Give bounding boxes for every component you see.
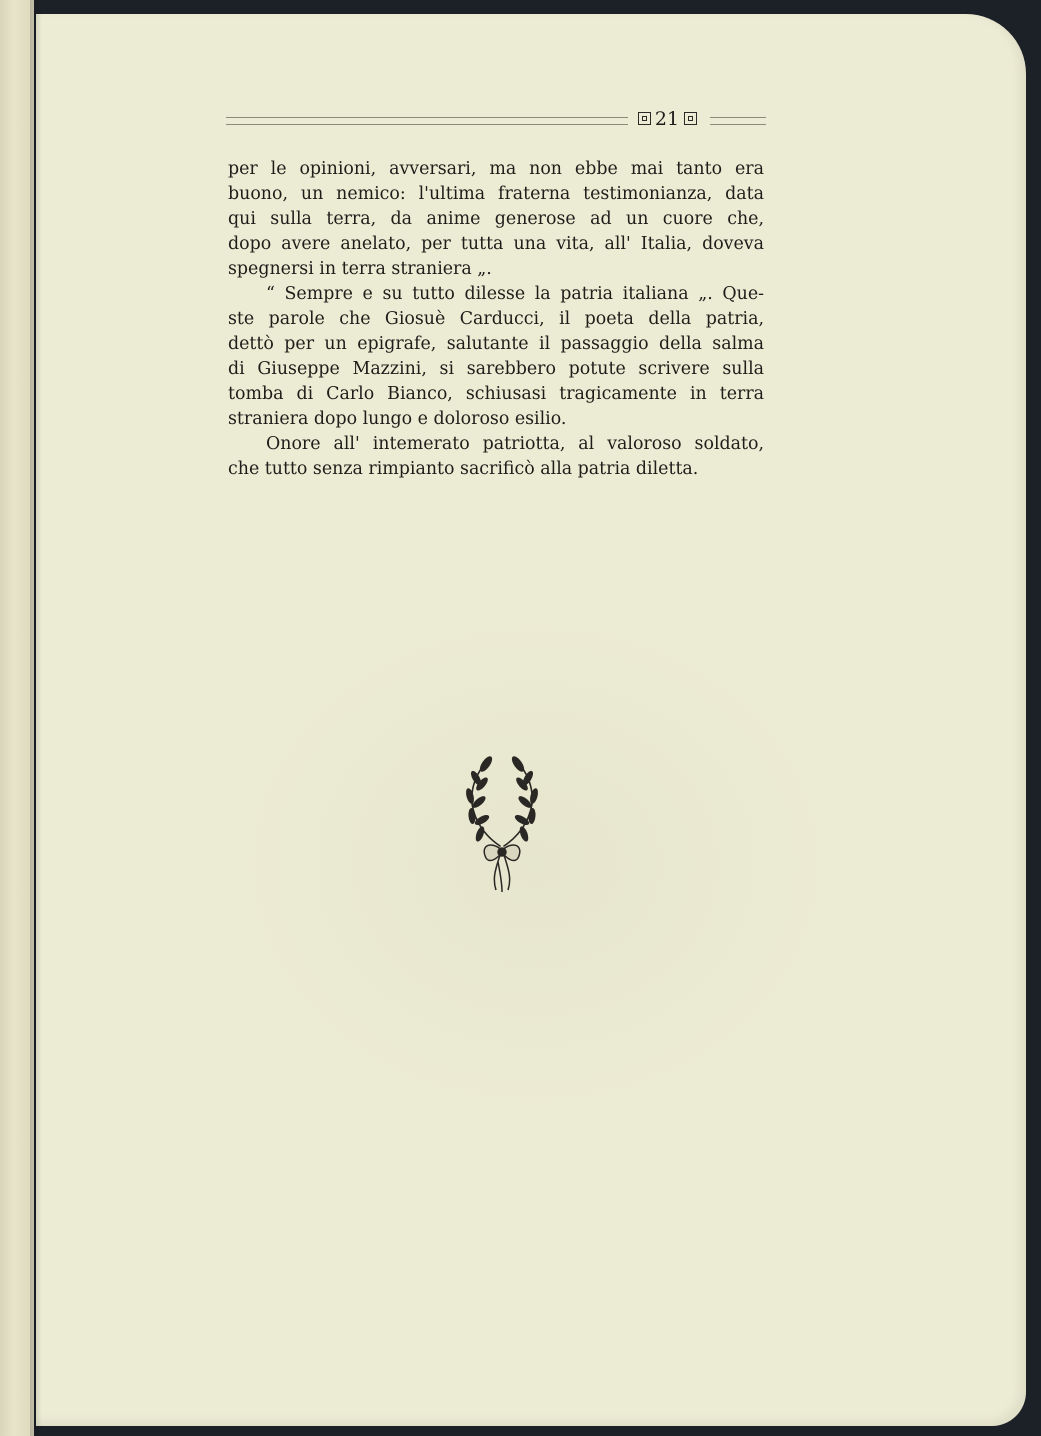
paragraph [228, 432, 764, 482]
text-line: tomba di Carlo Bianco, schiusasi tragicamente in terra [228, 384, 764, 404]
text-line: di Giuseppe Mazzini, si sarebbero potute scrivere sulla [228, 359, 764, 379]
book-gutter [30, 0, 42, 1436]
text-line: per le opinioni, avversari, ma non ebbe mai tanto era [228, 159, 764, 179]
square-ornament-icon [684, 112, 697, 125]
text-line: dopo avere anelato, per tutta una vita, all' Italia, doveva [228, 234, 764, 254]
square-ornament-icon [638, 112, 651, 125]
paragraph [228, 282, 764, 432]
body-text [228, 157, 764, 482]
header-rule-left [226, 117, 628, 125]
paragraph [228, 157, 764, 282]
laurel-wreath-icon [460, 754, 544, 894]
text-line: che tutto senza rimpianto sacrificò alla patria diletta. [228, 459, 699, 479]
text-line: straniera dopo lungo e doloroso esilio. [228, 409, 567, 429]
text-line: dettò per un epigrafe, salutante il passaggio della salma [228, 334, 764, 354]
text-line: “ Sempre e su tutto dilesse la patria italiana „. Que- [266, 284, 764, 304]
text-line: Onore all' intemerato patriotta, al valoroso soldato, [266, 434, 764, 454]
left-page-edge [0, 0, 34, 1436]
text-line: buono, un nemico: l'ultima fraterna testimonianza, data [228, 184, 764, 204]
text-line: qui sulla terra, da anime generose ad un cuore che, [228, 209, 764, 229]
page-number: 21 [654, 108, 680, 130]
running-head [226, 110, 766, 134]
header-rule-right [710, 117, 766, 125]
page [36, 14, 1026, 1426]
text-line: spegnersi in terra straniera „. [228, 259, 492, 279]
text-line: ste parole che Giosuè Carducci, il poeta della patria, [228, 309, 764, 329]
